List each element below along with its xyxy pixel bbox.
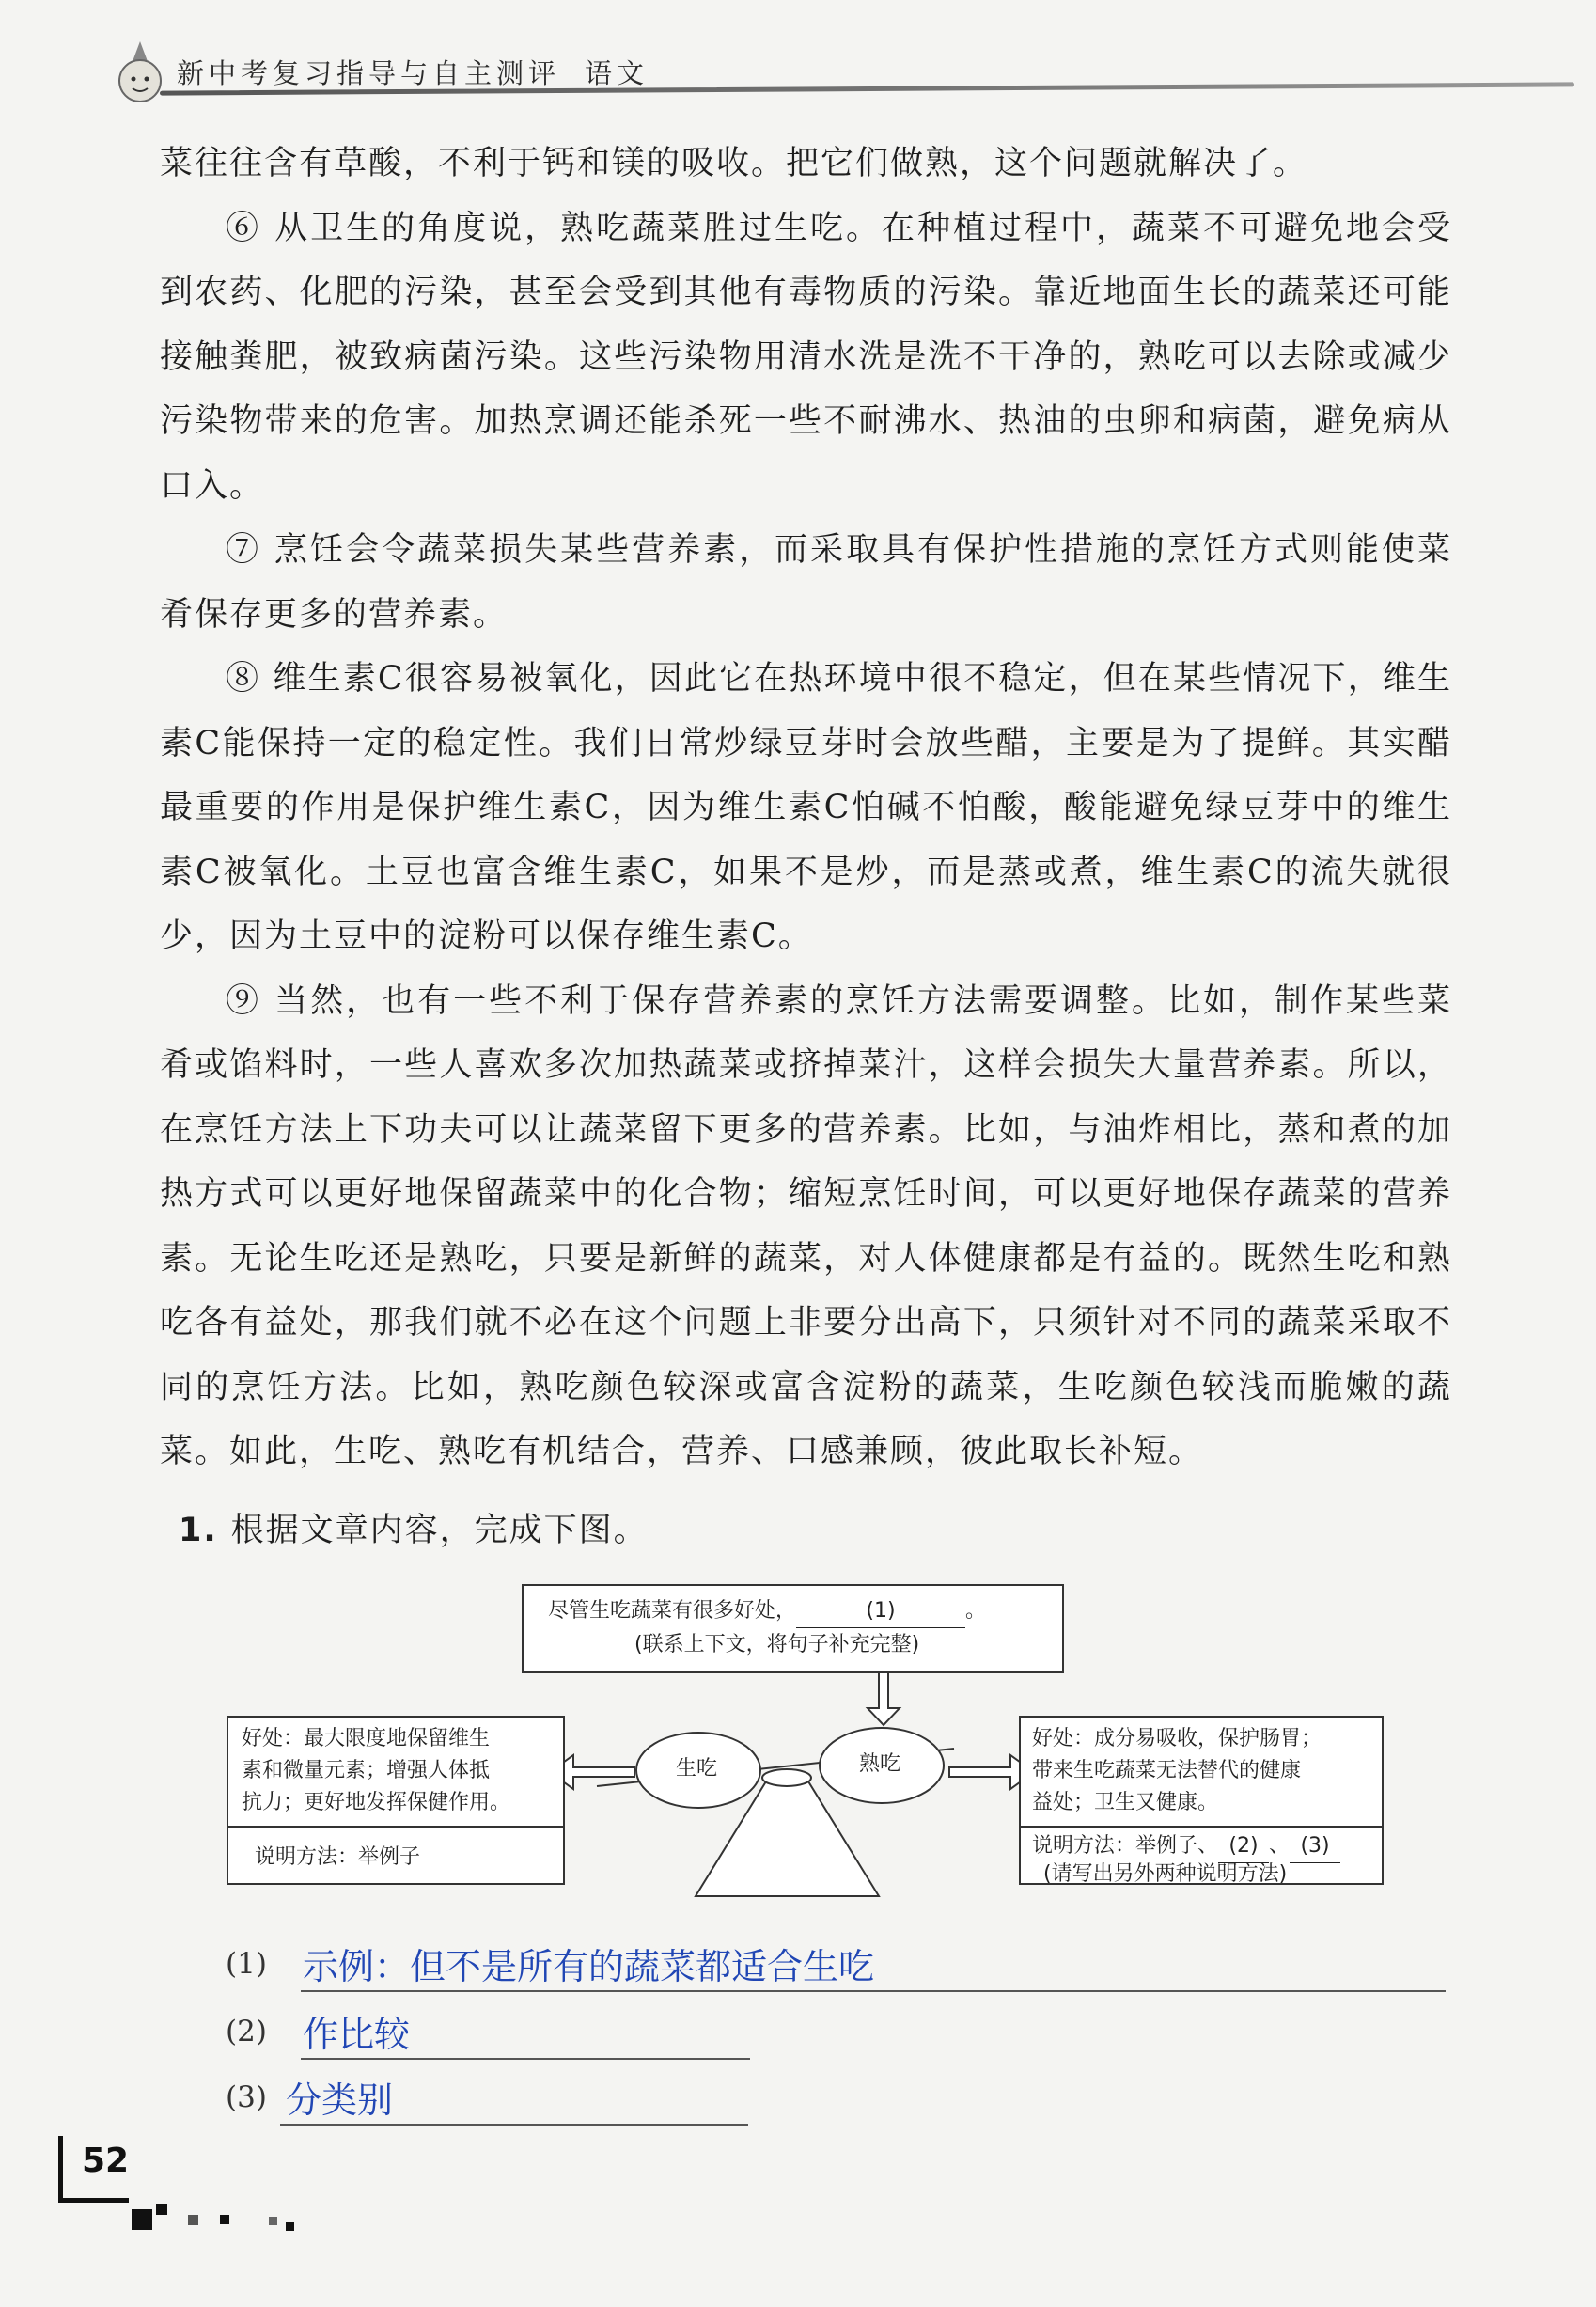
comparison-diagram — [221, 1584, 1386, 1922]
raw-benefit-line: 好处：最大限度地保留维生 — [242, 1727, 491, 1750]
paragraph-9: ⑨ 当然，也有一些不利于保存营养素的烹饪方法需要调整。比如，制作某些菜肴或馅料时，一些人喜欢多次加热蔬菜或挤掉菜汁，这样会损失大量营养素。所以，在烹饪方法上下功夫可以让蔬菜留下更多的营养素。比如，与油炸相比，蒸和煮的加热方式可以更好地保留蔬菜中的化合物；缩短烹饪时间，可以更好地保存蔬菜的营养素。无论生吃还是熟吃，只要是新鲜的蔬菜，对人体健康都是有益的。既然生吃和熟吃各有益处，那我们就不必在这个问题上非要分出高下，只须针对不同的蔬菜采取不同的烹饪方法。比如，熟吃颜色较深或富含淀粉的蔬菜，生吃颜色较浅而脆嫩的蔬菜。如此，生吃、熟吃有机结合，营养、口感兼顾，彼此取长补短。 — [160, 981, 1452, 1470]
answer-row-3 — [226, 2065, 752, 2122]
page-number-frame — [58, 2136, 129, 2203]
paragraph-continuation: 菜往往含有草酸，不利于钙和镁的吸收。把它们做熟，这个问题就解决了。 — [160, 145, 1308, 182]
cooked-method-note: (请写出另外两种说明方法) — [1043, 1862, 1288, 1886]
answer-number: (2) — [226, 2015, 267, 2048]
cooked-benefit-line: 带来生吃蔬菜无法替代的健康 — [1032, 1759, 1302, 1782]
blank-3-label: (3) — [1300, 1834, 1330, 1858]
cooked-method-text: 说明方法：举例子、 — [1032, 1834, 1219, 1858]
question-text: 根据文章内容，完成下图。 — [230, 1512, 649, 1549]
mascot-icon — [111, 38, 169, 107]
cooked-benefit-line: 好处：成分易吸收，保护肠胃； — [1032, 1727, 1322, 1750]
square-decoration — [132, 2209, 152, 2230]
cooked-eating-label: 熟吃 — [859, 1752, 901, 1776]
square-decoration — [220, 2215, 229, 2224]
page-number: 52 — [82, 2142, 130, 2180]
square-decoration — [156, 2204, 167, 2215]
paragraph-8: ⑧ 维生素C很容易被氧化，因此它在热环境中很不稳定，但在某些情况下，维生素C能保持一定的稳定性。我们日常炒绿豆芽时会放些醋，主要是为了提鲜。其实醋最重要的作用是保护维生素C，因为维生素C怕碱不怕酸，酸能避免绿豆芽中的维生素C被氧化。土豆也富含维生素C，如果不是炒，而是蒸或煮，维生素C的流失就很少，因为土豆中的淀粉可以保存维生素C。 — [160, 660, 1452, 955]
answer-row-2 — [226, 2000, 752, 2056]
raw-eating-label: 生吃 — [676, 1757, 718, 1781]
raw-box-divider — [228, 1826, 563, 1828]
top-prompt-end: 。 — [965, 1599, 987, 1623]
answer-row-1 — [226, 1932, 1447, 1988]
cooked-benefit-line: 益处；卫生又健康。 — [1032, 1791, 1219, 1814]
top-prompt-text: 尽管生吃蔬菜有很多好处， — [548, 1599, 797, 1623]
question-number: 1. — [179, 1512, 218, 1549]
question-1 — [179, 1504, 649, 1551]
cooked-box-divider — [1021, 1826, 1382, 1828]
blank-1 — [796, 1595, 965, 1628]
raw-benefit-box — [227, 1716, 565, 1885]
article-body — [160, 132, 1452, 1484]
blank-1-label: (1) — [866, 1599, 896, 1623]
blank-2-label: (2) — [1228, 1834, 1259, 1858]
paragraph-7: ⑦ 烹饪会令蔬菜损失某些营养素，而采取具有保护性措施的烹饪方式则能使菜肴保存更多的营养素。 — [160, 531, 1452, 634]
paragraph-6: ⑥ 从卫生的角度说，熟吃蔬菜胜过生吃。在种植过程中，蔬菜不可避免地会受到农药、化肥的污染，甚至会受到其他有毒物质的污染。靠近地面生长的蔬菜还可能接触粪肥，被致病菌污染。这些污染物用清水洗是洗不干净的，熟吃可以去除或减少污染物带来的危害。加热烹调还能杀死一些不耐沸水、热油的虫卵和病菌，避免病从口入。 — [160, 209, 1452, 505]
book-title-text: 新中考复习指导与自主测评 — [177, 57, 561, 89]
answer-text: 作比较 — [303, 2014, 411, 2055]
answer-line — [301, 2058, 750, 2060]
subject-label: 语文 — [585, 57, 649, 89]
raw-benefit-line: 素和微量元素；增强人体抵 — [242, 1759, 491, 1782]
square-decoration — [269, 2217, 277, 2225]
cooked-benefit-box — [1019, 1716, 1384, 1885]
answer-text: 分类别 — [286, 2079, 394, 2121]
book-title — [177, 53, 649, 91]
answer-number: (3) — [226, 2080, 267, 2114]
page-header — [0, 0, 1596, 122]
raw-benefit-line: 抗力；更好地发挥保健作用。 — [242, 1791, 511, 1814]
answer-text: 示例：但不是所有的蔬菜都适合生吃 — [303, 1946, 875, 1987]
square-decoration — [188, 2215, 198, 2225]
top-prompt-box — [522, 1584, 1064, 1673]
square-decoration — [286, 2222, 294, 2231]
blank-separator: 、 — [1269, 1834, 1291, 1858]
answer-line — [301, 1990, 1446, 1992]
blank-3 — [1290, 1830, 1340, 1863]
answer-line — [280, 2124, 748, 2126]
top-prompt-note: (联系上下文，将句子补充完整) — [634, 1633, 920, 1656]
answer-number: (1) — [226, 1947, 267, 1981]
raw-method-text: 说明方法：举例子 — [255, 1845, 421, 1869]
